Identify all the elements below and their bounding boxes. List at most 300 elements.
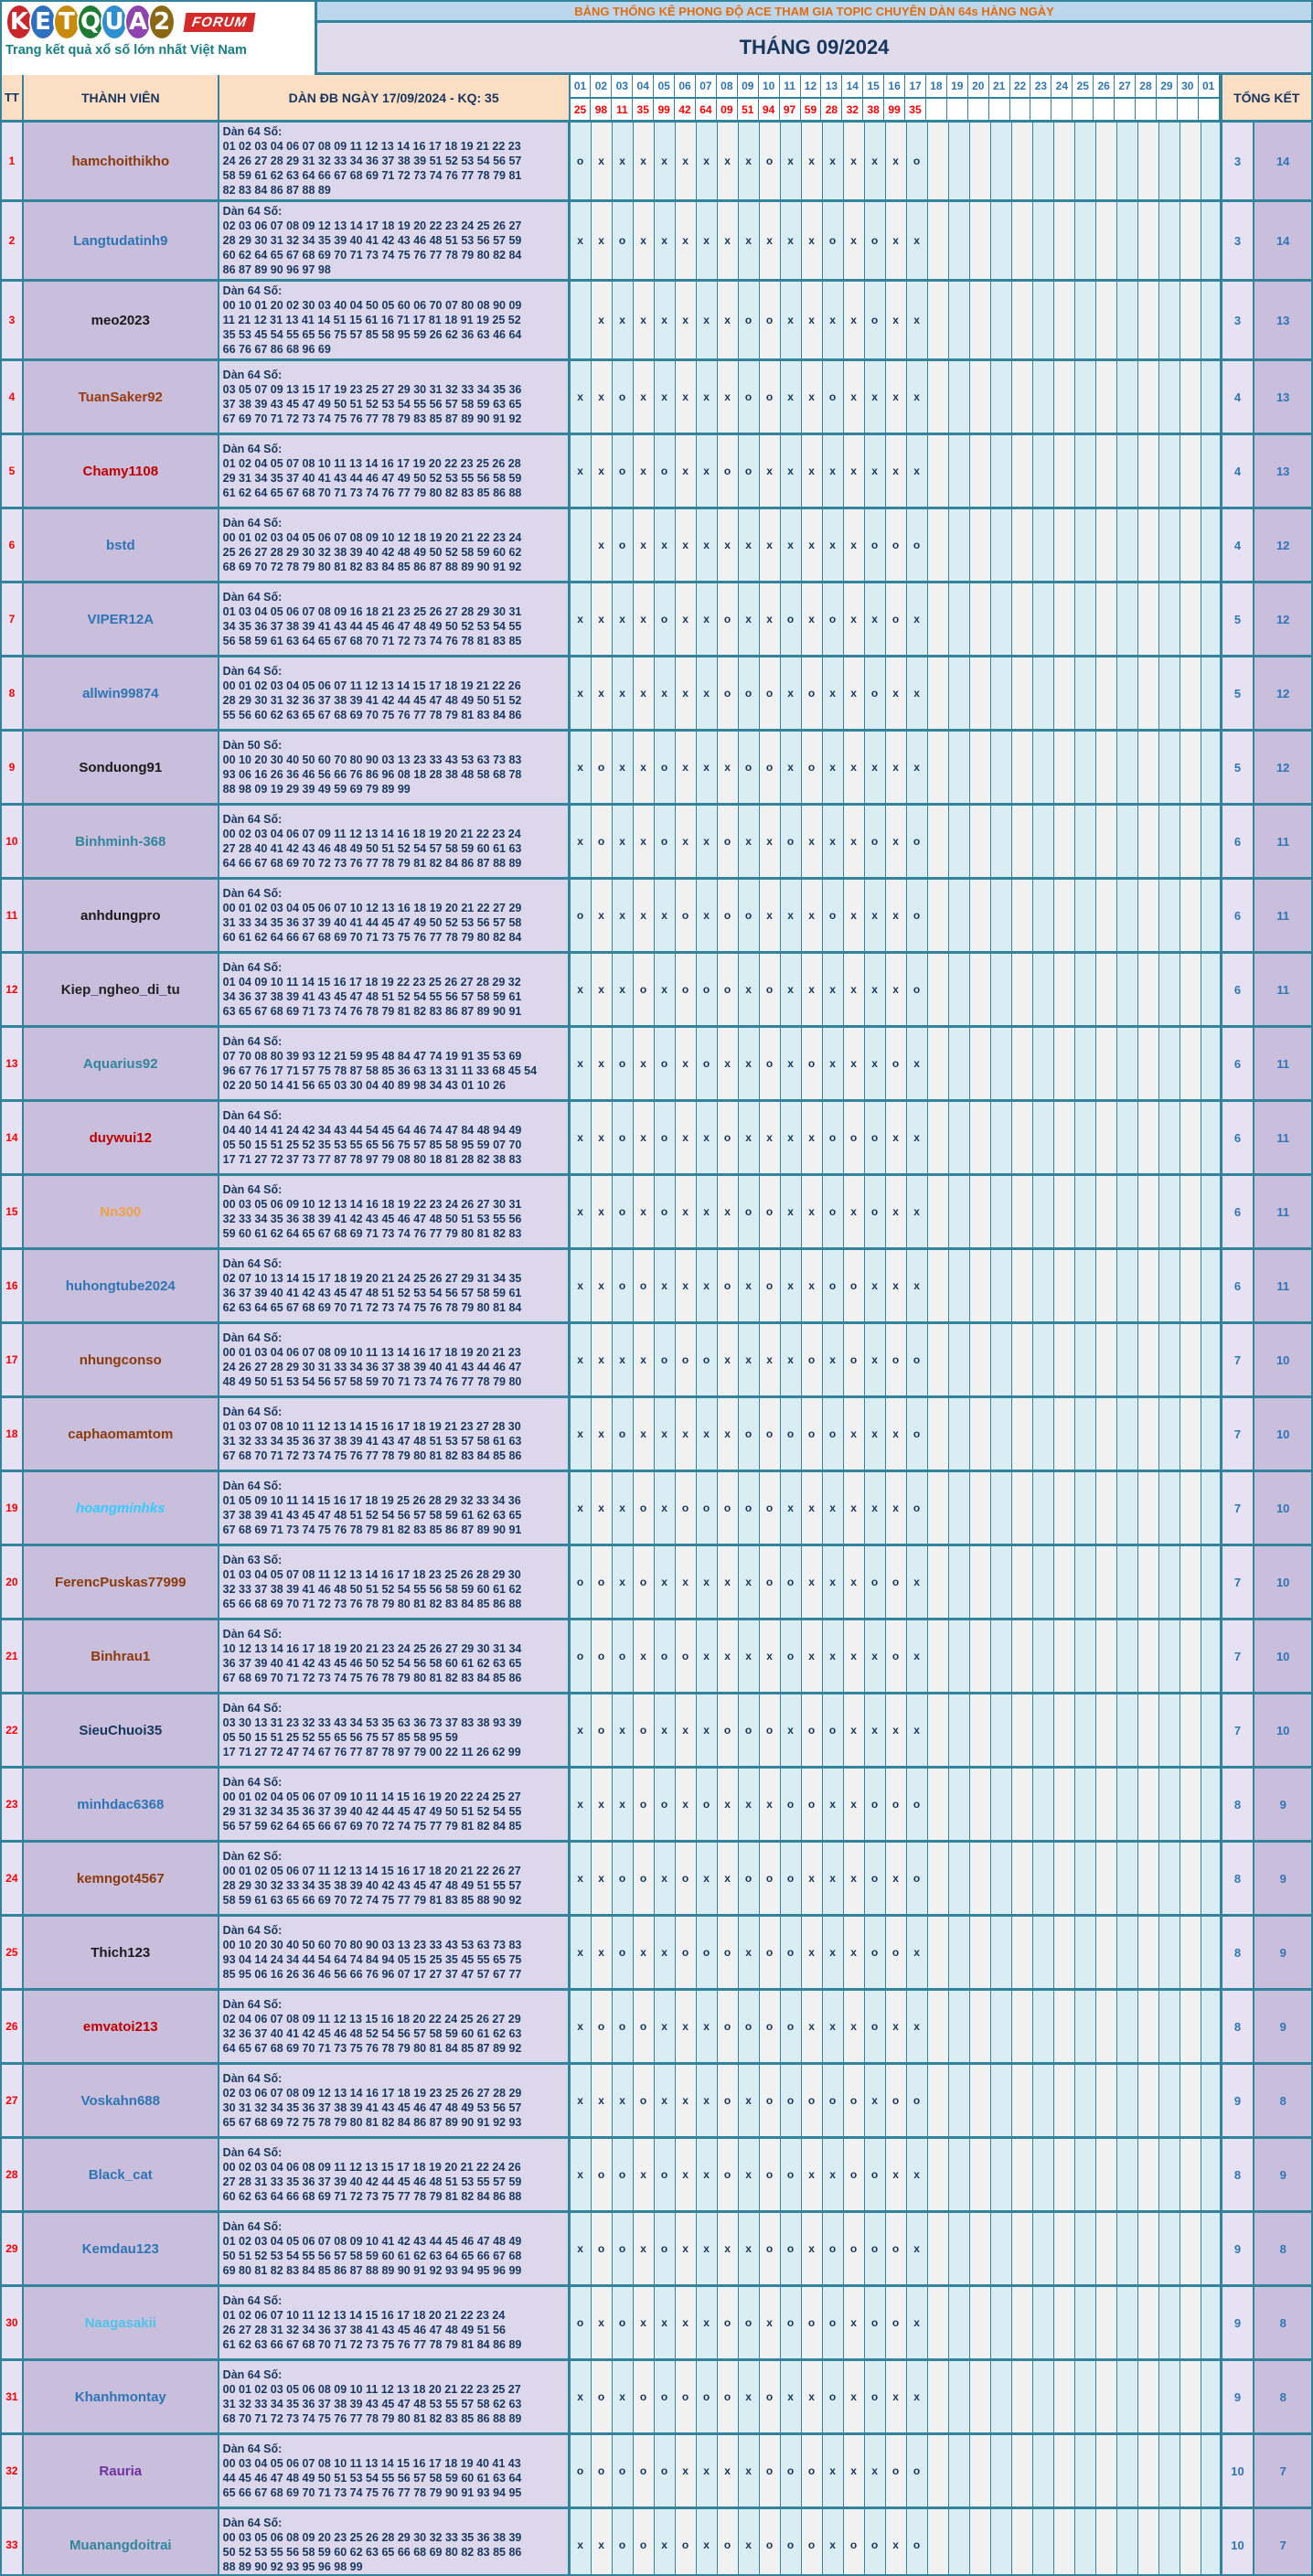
mark-cell	[1096, 732, 1117, 803]
member-name[interactable]: Sonduong91	[24, 732, 219, 803]
day-cells	[571, 2435, 1222, 2507]
mark-cell: x	[739, 123, 760, 199]
mark-cell	[949, 1769, 970, 1840]
mark-cell	[928, 435, 949, 507]
mark-cell	[1201, 202, 1222, 279]
mark-cell	[1075, 2509, 1096, 2576]
row-number: 30	[2, 2287, 24, 2358]
mark-cell	[1180, 1176, 1201, 1247]
mark-cell	[1012, 2213, 1033, 2284]
mark-cell: o	[907, 2509, 928, 2576]
mark-cell: o	[907, 880, 928, 951]
mark-cell	[991, 361, 1012, 433]
mark-cell	[970, 361, 991, 433]
dan-number-line: 34 35 36 37 38 39 41 43 44 45 46 47 48 49 50 52 53 54 55	[222, 620, 522, 633]
mark-cell	[1012, 282, 1033, 358]
day-cells	[571, 1991, 1222, 2062]
mark-cell: x	[823, 123, 844, 199]
mark-cell	[1012, 1398, 1033, 1470]
mark-cell: x	[571, 2213, 592, 2284]
mark-cell: x	[634, 1028, 655, 1099]
header-total: TỔNG KẾT	[1222, 75, 1311, 120]
dan-number-line: 03 05 07 09 13 15 17 19 23 25 27 29 30 31 32 33 34 35 36	[222, 383, 522, 396]
dan-label: Dàn 64 Số:	[222, 2442, 283, 2455]
mark-cell: o	[718, 1991, 739, 2062]
mark-cell	[1012, 1250, 1033, 1321]
mark-cell	[1096, 2065, 1117, 2136]
member-name[interactable]: emvatoi213	[24, 1991, 219, 2062]
mark-cell: x	[886, 2509, 907, 2576]
mark-cell: o	[718, 2065, 739, 2136]
mark-cell: o	[613, 2509, 634, 2576]
mark-cell	[949, 123, 970, 199]
mark-cell: x	[592, 1843, 613, 1914]
member-name[interactable]: Thich123	[24, 1917, 219, 1988]
mark-cell	[1180, 1102, 1201, 1173]
mark-cell: x	[844, 732, 865, 803]
member-name[interactable]: Voskahn688	[24, 2065, 219, 2136]
mark-cell: x	[907, 282, 928, 358]
mark-cell	[1033, 732, 1054, 803]
mark-cell	[1201, 2065, 1222, 2136]
mark-cell: x	[634, 880, 655, 951]
mark-cell: x	[571, 1769, 592, 1840]
mark-cell: o	[718, 2287, 739, 2358]
mark-cell: x	[886, 2139, 907, 2210]
mark-cell	[1159, 2065, 1180, 2136]
mark-cell: o	[718, 1102, 739, 1173]
dan-number-line: 67 68 70 71 72 73 74 75 76 77 78 79 80 81 82 83 84 85 86	[222, 1449, 522, 1462]
mark-cell: x	[697, 435, 718, 507]
mark-cell: x	[634, 123, 655, 199]
member-name[interactable]: Binhminh-368	[24, 806, 219, 877]
day-numbers-row	[571, 75, 1220, 99]
day-result-cell	[989, 99, 1010, 120]
mark-cell	[1117, 435, 1138, 507]
mark-cell	[1033, 1398, 1054, 1470]
mark-cell: x	[592, 202, 613, 279]
mark-cell: x	[886, 880, 907, 951]
mark-cell: x	[781, 1472, 802, 1544]
total-hit: 11	[1254, 954, 1311, 1025]
member-name[interactable]: Aquarius92	[24, 1028, 219, 1099]
mark-cell: x	[823, 509, 844, 581]
member-name[interactable]: Nn300	[24, 1176, 219, 1247]
mark-cell: o	[907, 1843, 928, 1914]
member-name[interactable]: kemngot4567	[24, 1843, 219, 1914]
dan-number-line: 60 61 62 64 66 67 68 69 70 71 73 75 76 77 78 79 80 82 84	[222, 931, 522, 944]
member-name[interactable]: huhongtube2024	[24, 1250, 219, 1321]
mark-cell: x	[697, 202, 718, 279]
dan-numbers	[219, 435, 571, 507]
mark-cell: o	[613, 1843, 634, 1914]
member-name[interactable]: meo2023	[24, 282, 219, 358]
mark-cell	[1012, 2361, 1033, 2432]
mark-cell: x	[571, 583, 592, 655]
mark-cell: x	[760, 435, 781, 507]
mark-cell	[991, 123, 1012, 199]
logo-letter: 2	[148, 4, 176, 40]
mark-cell: x	[634, 806, 655, 877]
logo-letter: U	[101, 4, 128, 40]
mark-cell	[1117, 1176, 1138, 1247]
mark-cell	[970, 202, 991, 279]
mark-cell: x	[844, 657, 865, 729]
mark-cell: x	[592, 1917, 613, 1988]
mark-cell: o	[823, 1250, 844, 1321]
member-name[interactable]: Black_cat	[24, 2139, 219, 2210]
mark-cell	[1012, 509, 1033, 581]
member-name[interactable]: hamchoithikho	[24, 123, 219, 199]
total-hit: 10	[1254, 1324, 1311, 1395]
mark-cell	[1075, 202, 1096, 279]
mark-cell: x	[886, 1843, 907, 1914]
dan-number-line: 00 10 20 30 40 50 60 70 80 90 03 13 23 33 43 53 63 73 83	[222, 1939, 522, 1951]
total-miss: 9	[1222, 2287, 1255, 2358]
total-hit: 13	[1254, 435, 1311, 507]
member-name[interactable]: Chamy1108	[24, 435, 219, 507]
dan-numbers	[219, 1472, 571, 1544]
mark-cell	[970, 1176, 991, 1247]
dan-numbers	[219, 2435, 571, 2507]
member-name[interactable]: anhdungpro	[24, 880, 219, 951]
day-cells	[571, 1324, 1222, 1395]
mark-cell: x	[886, 2361, 907, 2432]
total-miss: 3	[1222, 123, 1255, 199]
mark-cell: x	[739, 806, 760, 877]
mark-cell	[991, 509, 1012, 581]
mark-cell: o	[865, 1176, 886, 1247]
dan-numbers	[219, 1769, 571, 1840]
mark-cell: x	[592, 1102, 613, 1173]
mark-cell: x	[592, 1250, 613, 1321]
member-name[interactable]: minhdac6368	[24, 1769, 219, 1840]
mark-cell	[1117, 2435, 1138, 2507]
member-name[interactable]: hoangminhks	[24, 1472, 219, 1544]
member-name[interactable]: Kiep_ngheo_di_tu	[24, 954, 219, 1025]
mark-cell	[1096, 880, 1117, 951]
dan-number-line: 68 69 70 72 78 79 80 81 82 83 84 85 86 87 88 89 90 91 92	[222, 561, 522, 573]
day-cells	[571, 2287, 1222, 2358]
mark-cell	[1033, 509, 1054, 581]
mark-cell	[1012, 1991, 1033, 2062]
mark-cell: x	[718, 123, 739, 199]
mark-cell	[1138, 2139, 1159, 2210]
mark-cell	[991, 1694, 1012, 1766]
mark-cell	[949, 1324, 970, 1395]
mark-cell	[949, 1398, 970, 1470]
mark-cell: x	[718, 361, 739, 433]
mark-cell: o	[865, 2139, 886, 2210]
mark-cell	[1075, 1620, 1096, 1692]
mark-cell: o	[760, 1176, 781, 1247]
mark-cell: x	[907, 2287, 928, 2358]
mark-cell: x	[655, 1991, 676, 2062]
mark-cell	[1096, 282, 1117, 358]
member-name[interactable]: Naagasakii	[24, 2287, 219, 2358]
mark-cell	[1180, 732, 1201, 803]
mark-cell	[949, 361, 970, 433]
mark-cell: x	[571, 1324, 592, 1395]
mark-cell	[1054, 361, 1075, 433]
mark-cell: x	[697, 1991, 718, 2062]
header-right	[317, 2, 1311, 75]
dan-number-line: 34 36 37 38 39 41 43 45 47 48 51 52 54 55 56 57 58 59 61	[222, 990, 522, 1003]
dan-number-line: 00 03 05 06 09 10 12 13 14 16 18 19 22 23 24 26 27 30 31	[222, 1198, 522, 1211]
mark-cell: o	[592, 2139, 613, 2210]
mark-cell	[1201, 2213, 1222, 2284]
mark-cell	[1138, 2065, 1159, 2136]
mark-cell: x	[655, 123, 676, 199]
mark-cell	[1138, 2435, 1159, 2507]
day-header-cell: 16	[884, 75, 905, 97]
mark-cell: x	[886, 954, 907, 1025]
total-miss: 9	[1222, 2213, 1255, 2284]
mark-cell: o	[760, 2139, 781, 2210]
mark-cell	[1117, 2139, 1138, 2210]
mark-cell	[928, 1769, 949, 1840]
mark-cell	[1096, 2361, 1117, 2432]
mark-cell	[949, 732, 970, 803]
member-row	[2, 1843, 1311, 1917]
mark-cell: o	[781, 2139, 802, 2210]
mark-cell	[1159, 435, 1180, 507]
mark-cell	[1180, 509, 1201, 581]
mark-cell: x	[781, 435, 802, 507]
mark-cell	[1180, 2287, 1201, 2358]
dan-label: Dàn 64 Số:	[222, 443, 283, 455]
member-name[interactable]: Muanangdoitrai	[24, 2509, 219, 2576]
mark-cell: x	[676, 1694, 697, 1766]
mark-cell	[1075, 880, 1096, 951]
mark-cell: x	[655, 1398, 676, 1470]
member-name[interactable]: allwin99874	[24, 657, 219, 729]
mark-cell	[1201, 2435, 1222, 2507]
mark-cell: x	[844, 880, 865, 951]
mark-cell	[1054, 1843, 1075, 1914]
mark-cell: o	[634, 1472, 655, 1544]
mark-cell	[949, 435, 970, 507]
dan-number-line: 64 65 67 68 69 70 71 73 75 76 78 79 80 81 84 85 87 89 92	[222, 2042, 522, 2055]
member-name[interactable]: caphaomamtom	[24, 1398, 219, 1470]
mark-cell: x	[718, 1176, 739, 1247]
mark-cell: o	[739, 435, 760, 507]
mark-cell: x	[844, 361, 865, 433]
mark-cell: x	[571, 1250, 592, 1321]
mark-cell: x	[802, 1472, 823, 1544]
mark-cell: x	[865, 1620, 886, 1692]
mark-cell	[1033, 1472, 1054, 1544]
mark-cell	[1138, 1250, 1159, 1321]
mark-cell: x	[697, 1620, 718, 1692]
mark-cell	[1180, 1843, 1201, 1914]
dan-number-line: 35 53 45 54 55 65 56 75 57 85 58 95 59 26 62 36 63 46 64	[222, 328, 522, 341]
member-name[interactable]: SieuChuoi35	[24, 1694, 219, 1766]
dan-number-line: 58 59 61 63 65 66 69 70 72 74 75 77 79 81 83 85 88 90 92	[222, 1894, 522, 1907]
mark-cell: x	[739, 509, 760, 581]
mark-cell	[1096, 1398, 1117, 1470]
mark-cell: x	[655, 880, 676, 951]
member-name[interactable]: Langtudatinh9	[24, 202, 219, 279]
mark-cell: x	[676, 2287, 697, 2358]
mark-cell	[1096, 509, 1117, 581]
mark-cell: x	[592, 509, 613, 581]
mark-cell: x	[886, 657, 907, 729]
mark-cell	[1159, 1991, 1180, 2062]
mark-cell: o	[592, 2213, 613, 2284]
member-name[interactable]: Khanhmontay	[24, 2361, 219, 2432]
mark-cell: x	[592, 2287, 613, 2358]
day-results-row	[571, 99, 1220, 120]
mark-cell	[991, 202, 1012, 279]
day-result-cell: 11	[612, 99, 633, 120]
logo-text	[5, 4, 172, 40]
dan-number-line: 64 66 67 68 69 70 72 73 76 77 78 79 81 82 84 86 87 88 89	[222, 857, 522, 870]
day-result-cell	[926, 99, 947, 120]
mark-cell: x	[655, 2287, 676, 2358]
mark-cell	[970, 583, 991, 655]
member-name[interactable]: Rauria	[24, 2435, 219, 2507]
day-result-cell	[968, 99, 989, 120]
mark-cell	[970, 2213, 991, 2284]
mark-cell	[1138, 2287, 1159, 2358]
mark-cell: o	[697, 1769, 718, 1840]
mark-cell	[1180, 2065, 1201, 2136]
mark-cell: x	[781, 1694, 802, 1766]
mark-cell	[1012, 202, 1033, 279]
mark-cell	[991, 954, 1012, 1025]
dan-numbers	[219, 2213, 571, 2284]
day-result-cell	[1094, 99, 1115, 120]
mark-cell	[1159, 880, 1180, 951]
day-cells	[571, 509, 1222, 581]
day-cells	[571, 732, 1222, 803]
mark-cell: o	[865, 2509, 886, 2576]
mark-cell: o	[739, 657, 760, 729]
mark-cell: x	[634, 2139, 655, 2210]
mark-cell	[928, 2435, 949, 2507]
mark-cell: x	[655, 1694, 676, 1766]
mark-cell: x	[571, 1472, 592, 1544]
day-cells	[571, 435, 1222, 507]
dan-numbers	[219, 1176, 571, 1247]
mark-cell: x	[571, 1917, 592, 1988]
mark-cell	[1117, 880, 1138, 951]
site-logo[interactable]	[2, 2, 317, 75]
mark-cell: o	[760, 1398, 781, 1470]
member-name[interactable]: Binhrau1	[24, 1620, 219, 1692]
mark-cell	[1180, 2213, 1201, 2284]
member-name[interactable]: TuanSaker92	[24, 361, 219, 433]
mark-cell: x	[655, 1472, 676, 1544]
member-name[interactable]: FerencPuskas77999	[24, 1546, 219, 1618]
mark-cell: x	[739, 1250, 760, 1321]
mark-cell	[1201, 1028, 1222, 1099]
dan-number-line: 00 01 02 04 05 06 07 09 10 11 14 15 16 19 20 22 24 25 27	[222, 1790, 521, 1803]
row-number: 23	[2, 1769, 24, 1840]
mark-cell	[970, 1991, 991, 2062]
day-header-cell: 04	[633, 75, 654, 97]
mark-cell	[949, 657, 970, 729]
mark-cell	[1138, 1769, 1159, 1840]
member-name[interactable]: bstd	[24, 509, 219, 581]
mark-cell: o	[718, 1472, 739, 1544]
mark-cell	[1054, 2065, 1075, 2136]
mark-cell	[949, 1843, 970, 1914]
member-name[interactable]: duywui12	[24, 1102, 219, 1173]
member-name[interactable]: Kemdau123	[24, 2213, 219, 2284]
mark-cell	[1180, 1472, 1201, 1544]
mark-cell: x	[823, 1769, 844, 1840]
mark-cell: x	[760, 583, 781, 655]
mark-cell	[1075, 954, 1096, 1025]
mark-cell	[928, 657, 949, 729]
mark-cell	[949, 2213, 970, 2284]
dan-number-line: 65 67 68 69 72 75 78 79 80 81 82 84 86 87 89 90 91 92 93	[222, 2116, 522, 2129]
mark-cell: x	[676, 2139, 697, 2210]
day-cells	[571, 2509, 1222, 2576]
mark-cell	[1138, 806, 1159, 877]
mark-cell: x	[634, 657, 655, 729]
day-cells	[571, 1250, 1222, 1321]
mark-cell	[1138, 880, 1159, 951]
mark-cell: x	[844, 2361, 865, 2432]
mark-cell	[991, 435, 1012, 507]
mark-cell: x	[907, 2139, 928, 2210]
dan-number-line: 31 32 33 34 35 36 37 38 39 41 43 47 48 51 53 57 58 61 63	[222, 1435, 522, 1448]
mark-cell: x	[907, 1917, 928, 1988]
mark-cell: x	[907, 1991, 928, 2062]
member-row	[2, 2435, 1311, 2509]
mark-cell	[949, 954, 970, 1025]
mark-cell: o	[886, 2287, 907, 2358]
dan-numbers	[219, 954, 571, 1025]
mark-cell: x	[676, 1546, 697, 1618]
mark-cell: x	[781, 1176, 802, 1247]
mark-cell: x	[718, 509, 739, 581]
mark-cell: x	[823, 2435, 844, 2507]
mark-cell	[1201, 1843, 1222, 1914]
dan-number-line: 67 68 69 70 71 72 73 74 75 76 78 79 80 81 82 83 84 85 86	[222, 1672, 522, 1684]
dan-label: Dàn 64 Số:	[222, 1331, 283, 1344]
member-name[interactable]: nhungconso	[24, 1324, 219, 1395]
mark-cell	[991, 1620, 1012, 1692]
dan-number-line: 65 66 67 68 69 70 71 73 74 75 76 77 78 79 90 91 93 94 95	[222, 2486, 522, 2499]
mark-cell: o	[739, 1843, 760, 1914]
mark-cell	[1096, 2509, 1117, 2576]
dan-number-line: 66 76 67 86 68 96 69	[222, 343, 331, 356]
mark-cell	[1180, 806, 1201, 877]
mark-cell: o	[907, 806, 928, 877]
dan-number-line: 00 01 03 04 06 07 08 09 10 11 13 14 16 17 18 19 20 21 23	[222, 1346, 521, 1359]
dan-label: Dàn 64 Số:	[222, 1035, 283, 1048]
mark-cell	[1201, 583, 1222, 655]
mark-cell	[1054, 1176, 1075, 1247]
mark-cell: x	[844, 954, 865, 1025]
mark-cell: o	[823, 1176, 844, 1247]
mark-cell: x	[697, 2213, 718, 2284]
dan-number-line: 31 32 33 34 35 36 37 38 39 43 45 47 48 53 55 57 58 62 63	[222, 2398, 522, 2410]
mark-cell: x	[613, 2065, 634, 2136]
day-header-cell: 23	[1030, 75, 1051, 97]
mark-cell: o	[697, 1028, 718, 1099]
mark-cell	[1180, 2509, 1201, 2576]
mark-cell: o	[844, 2509, 865, 2576]
dan-label: Dàn 64 Số:	[222, 887, 283, 900]
dan-number-line: 85 95 06 16 26 36 46 56 66 76 96 07 17 27 37 47 57 67 77	[222, 1968, 522, 1981]
mark-cell: x	[676, 123, 697, 199]
member-name[interactable]: VIPER12A	[24, 583, 219, 655]
